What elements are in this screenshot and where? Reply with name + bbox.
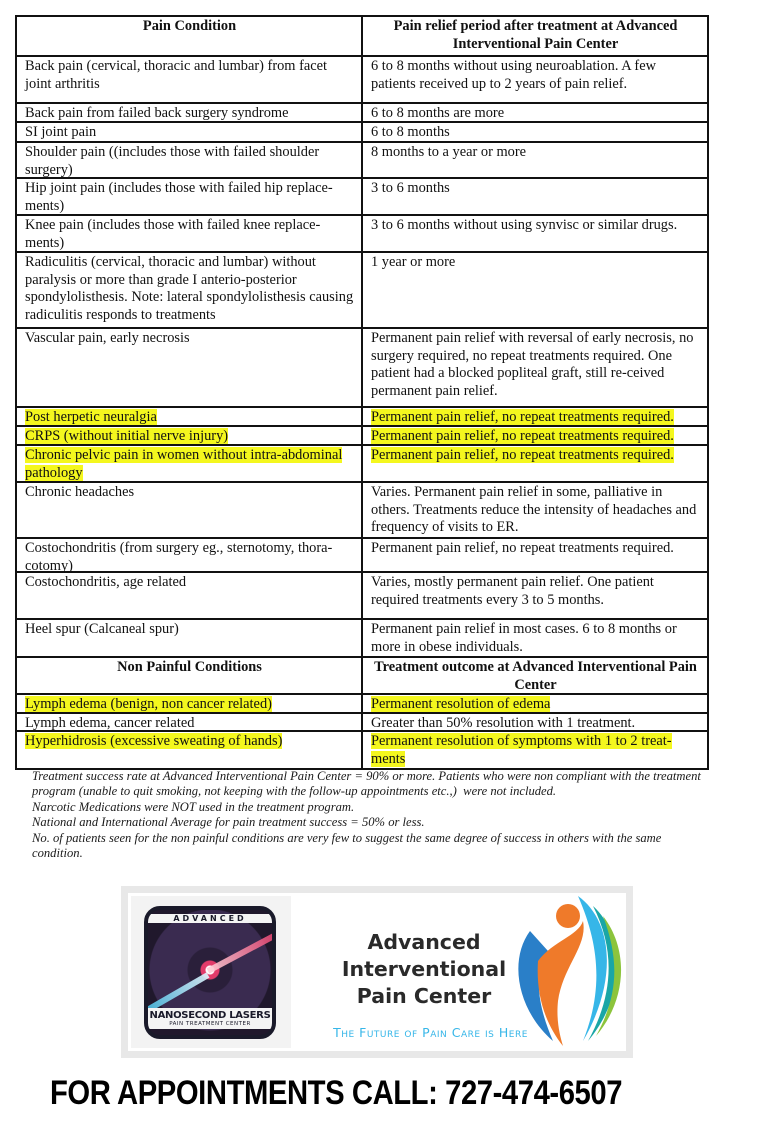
condition-text: Shoulder pain ((includes those with failed shoulder surgery): [25, 144, 320, 178]
condition-text: CRPS (without initial nerve injury): [25, 428, 229, 444]
table-row: [17, 537, 707, 574]
table-row: [17, 214, 707, 251]
condition-cell: [17, 446, 363, 481]
outcome-text: 6 to 8 months without using neuroablation. A few patients received up to 2 years of pain relief.: [371, 58, 656, 92]
condition-text: Chronic headaches: [25, 484, 135, 500]
outcome-text: 6 to 8 months are more: [371, 105, 505, 121]
table-row: [17, 102, 707, 121]
condition-cell: [17, 483, 363, 537]
table-header: [17, 17, 707, 55]
condition-cell: [17, 539, 363, 574]
table-row: [17, 618, 707, 656]
outcome-text: 8 months to a year or more: [371, 144, 527, 160]
table-row: [17, 406, 707, 425]
condition-cell: [17, 143, 363, 177]
table-row: [17, 425, 707, 444]
logo-banner: [121, 886, 633, 1058]
outcome-cell: [363, 573, 707, 618]
condition-cell: [17, 329, 363, 406]
outcome-text: Permanent pain relief, no repeat treatments required.: [371, 540, 674, 556]
table-row: [17, 141, 707, 177]
nano-logo-title: NANOSECOND LASERS: [149, 1010, 271, 1021]
table-row: [17, 177, 707, 214]
condition-text: Chronic pelvic pain in women without intra-abdominal pathology: [25, 447, 343, 481]
table-row: [17, 121, 707, 141]
table-row: [17, 55, 707, 102]
outcome-text: Permanent pain relief with reversal of early necrosis, no surgery required, no repeat treatments required. One patient had a blocked popliteal graft, still re-ceived permanent pain relief.: [371, 330, 694, 399]
table-row: [17, 693, 707, 712]
outcome-cell: [363, 620, 707, 656]
condition-text: Back pain from failed back surgery syndrome: [25, 105, 289, 121]
condition-text: Radiculitis (cervical, thoracic and lumbar) without paralysis or more than grade I anterio-posterior spondylolisthesis. Note: lateral spondylolisthesis causing radiculitis responds to treatments: [25, 254, 354, 323]
outcome-text: 3 to 6 months: [371, 180, 450, 196]
center-name-line-3: Pain Center: [356, 984, 492, 1008]
condition-text: Post herpetic neuralgia: [25, 409, 157, 425]
footnote-narcotics: Narcotic Medications were NOT used in the treatment program.: [32, 799, 355, 814]
condition-cell: [17, 104, 363, 121]
outcome-text: 1 year or more: [371, 254, 456, 270]
condition-cell: [17, 179, 363, 214]
condition-cell: [17, 732, 363, 768]
table-row: [17, 444, 707, 481]
condition-cell: [17, 427, 363, 444]
condition-text: Knee pain (includes those with failed knee replace-ments): [25, 217, 321, 251]
condition-text: SI joint pain: [25, 124, 97, 140]
condition-text: Costochondritis, age related: [25, 574, 187, 590]
outcome-cell: [363, 57, 707, 102]
outcome-text: Greater than 50% resolution with 1 treatment.: [371, 715, 636, 731]
condition-cell: [17, 216, 363, 251]
outcome-text: Permanent pain relief in most cases. 6 to 8 months or more in obese individuals.: [371, 621, 677, 655]
condition-text: Costochondritis (from surgery eg., sternotomy, thora-cotomy): [25, 540, 333, 574]
outcome-cell: [363, 427, 707, 444]
outcome-cell: [363, 695, 707, 712]
outcome-text: Permanent resolution of edema: [371, 696, 551, 712]
footnote-success-rate: Treatment success rate at Advanced Interventional Pain Center = 90% or more. Patients who were non compliant with the treatment program (unable to quit smoking, not keeping with the follow-up appointments etc.,) were not included.: [32, 769, 705, 799]
header-relief-period: Pain relief period after treatment at Advanced Interventional Pain Center: [393, 18, 678, 52]
outcome-cell: [363, 408, 707, 425]
outcome-cell: [363, 539, 707, 571]
outcome-text: Varies, mostly permanent pain relief. One patient required treatments every 3 to 5 months.: [371, 574, 654, 608]
table-row: [17, 481, 707, 537]
outcome-cell: [363, 179, 707, 214]
table-row: [17, 571, 707, 618]
condition-cell: [17, 714, 363, 730]
nano-logo-subtitle: PAIN TREATMENT CENTER: [169, 1021, 251, 1027]
table-row: [17, 730, 707, 768]
center-name: [324, 929, 524, 1010]
condition-cell: [17, 573, 363, 618]
nanosecond-lasers-logo: [131, 896, 291, 1048]
outcome-cell: [363, 732, 707, 768]
outcome-cell: [363, 446, 707, 481]
outcome-text: Varies. Permanent pain relief in some, palliative in others. Treatments reduce the intensity of headaches and frequency of visits to ER.: [371, 484, 697, 535]
outcome-cell: [363, 714, 707, 730]
condition-cell: [17, 620, 363, 656]
nano-logo-top-text: ADVANCED: [148, 914, 272, 923]
outcome-cell: [363, 329, 707, 406]
condition-text: Lymph edema, cancer related: [25, 715, 195, 731]
outcome-text: Permanent pain relief, no repeat treatments required.: [371, 428, 674, 444]
laser-starburst-icon: [144, 906, 276, 1039]
outcome-text: Permanent pain relief, no repeat treatments required.: [371, 447, 674, 463]
header-non-painful-conditions: Non Painful Conditions: [17, 658, 363, 693]
appointments-phone-cta[interactable]: FOR APPOINTMENTS CALL: 727-474-6507: [50, 1074, 623, 1112]
condition-text: Back pain (cervical, thoracic and lumbar) from facet joint arthritis: [25, 58, 328, 92]
center-name-line-2: Interventional: [341, 957, 507, 981]
outcome-text: Permanent pain relief, no repeat treatments required.: [371, 409, 674, 425]
outcome-text: 3 to 6 months without using synvisc or similar drugs.: [371, 217, 678, 233]
table-header-non-painful: [17, 656, 707, 693]
condition-text: Lymph edema (benign, non cancer related): [25, 696, 272, 712]
footnote-non-painful: No. of patients seen for the non painful conditions are very few to suggest the same degree of success in others with the same condition.: [32, 830, 665, 861]
header-treatment-outcome: Treatment outcome at Advanced Interventional Pain Center: [374, 659, 697, 693]
outcome-text: 6 to 8 months: [371, 124, 450, 140]
table-row: [17, 327, 707, 406]
table-row: [17, 251, 707, 327]
condition-text: Hyperhidrosis (excessive sweating of hands): [25, 733, 283, 749]
center-name-line-1: Advanced: [367, 930, 481, 954]
outcome-cell: [363, 104, 707, 121]
table-row: [17, 712, 707, 730]
condition-text: Heel spur (Calcaneal spur): [25, 621, 179, 637]
condition-cell: [17, 57, 363, 102]
outcome-cell: [363, 483, 707, 537]
outcome-cell: [363, 216, 707, 251]
condition-cell: [17, 253, 363, 327]
condition-text: Vascular pain, early necrosis: [25, 330, 190, 346]
condition-cell: [17, 408, 363, 425]
footnote-national-average: National and International Average for pain treatment success = 50% or less.: [32, 815, 425, 830]
tagline: The Future of Pain Care is Here: [333, 1025, 528, 1040]
footnotes: [32, 769, 712, 861]
header-pain-condition: Pain Condition: [17, 17, 363, 55]
outcome-cell: [363, 253, 707, 327]
condition-cell: [17, 123, 363, 141]
outcome-cell: [363, 123, 707, 141]
pain-conditions-table: [15, 15, 709, 770]
outcome-cell: [363, 143, 707, 177]
condition-cell: [17, 695, 363, 712]
condition-text: Hip joint pain (includes those with failed hip replace-ments): [25, 180, 333, 214]
outcome-text: Permanent resolution of symptoms with 1 to 2 treat-ments: [371, 733, 672, 767]
